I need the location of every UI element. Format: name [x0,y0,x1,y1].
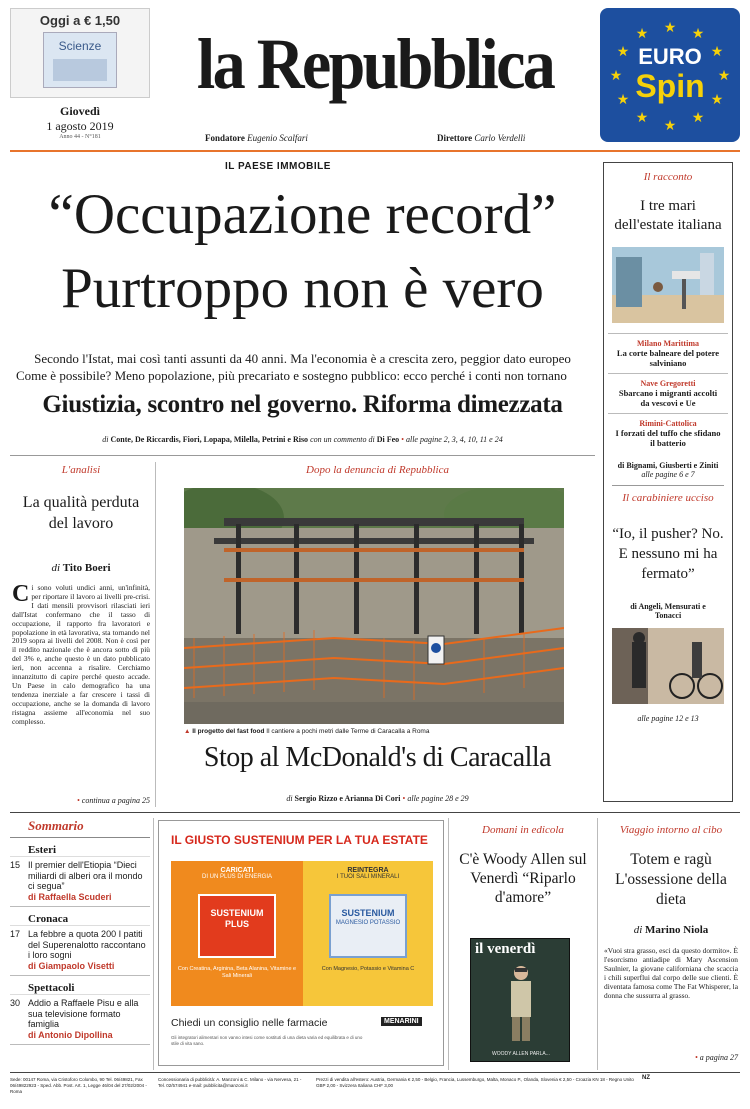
founder-line [205,133,308,143]
sustenium-left-panel: CARICATI DI UN PLUS DI ENERGIA SUSTENIUM PLUS Con Creatina, Arginina, Beta Alanina, Vitamine e Sali Minerali [171,861,303,1006]
photo-caption: ▲ Il progetto del fast food Il cantiere a pochi metri dalle Terme di Caracalla a Roma [184,728,430,735]
second-headline: Giustizia, scontro nel governo. Riforma dimezzata [42,391,563,418]
woody-allen-figure [501,963,541,1043]
eurospin-top: EURO [638,44,702,69]
rail-item-text: I forzati del tuffo che sfidano il batterio [615,428,721,448]
masthead-rule [10,150,740,152]
analysis-author: Tito Boeri [62,562,111,574]
summary-section-name: Spettacoli [10,982,150,995]
svg-text:★: ★ [616,92,630,108]
svg-text:★: ★ [710,92,724,108]
analysis-body: Ci sono voluti undici anni, un'infinità, per riportare il lavoro ai livelli pre-crisi. I dati mensili provvisori rilasciati ieri dall'Istat confermano che il tasso di occupazione, il rapporto fra lavoratori e popolazione in età lavorativa, sta tornando nel 2019 sopra ai livelli del 2008. Non è così per il reddito nazionale che è ancora sotto di più del 3% e, anche questo è un dato pubblicato ieri, non accenna a risalire. Cerchiamo innanzitutto di capire perché questo accade. Un Paese in calo demografico ha una tendenza inerziale a far crescere i tassi di occupazione, anche se la domanda di lavoro ristagna assieme all'economia nel suo complesso. [12,581,150,726]
svg-text:★: ★ [635,110,649,126]
newspaper-title[interactable]: la Repubblica [196,24,554,104]
venerdi-promo[interactable] [452,818,594,1068]
food-byline: di Marino Niola [633,924,709,936]
summary-section-author: di Raffaella Scuderi [28,891,112,902]
supplement-label: Scienze [58,39,102,53]
svg-text:★: ★ [710,44,724,60]
rail-item-text: Sbarcano i migranti accolti da vescovi e Ue [618,388,718,408]
svg-text:★: ★ [691,26,705,42]
lead-kicker: IL PAESE IMMOBILE [225,161,331,172]
summary-section-text: La febbre a quota 200 I patiti del Superenalotto raccontano i loro sogni [28,929,146,960]
issue-info: Anno 44 - N°181 [59,134,101,140]
eurospin-ad[interactable] [600,8,740,142]
analysis-continues: • continua a pagina 25 [76,796,150,805]
venerdi-cover: il venerdì WOODY ALLEN PARLA... [470,938,570,1062]
price-label: Oggi a € 1,50 [39,13,121,28]
svg-text:★: ★ [609,68,623,84]
rail-items [604,333,732,453]
svg-text:★: ★ [717,68,731,84]
dropcap: C [12,581,30,607]
lead-headline-2: Purtroppo non è vero [61,257,544,320]
lead-headline-1: “Occupazione record” [48,183,557,246]
footer-issn: NZ [642,1075,650,1081]
mcdonald-headline: Stop al McDonald's di Caracalla [203,742,552,773]
lead-byline-pages: alle pagine 2, 3, 4, 10, 11 e 24 [405,435,503,444]
summary-section-name: Esteri [10,844,150,857]
summary-section-author: di Giampaolo Visetti [28,960,115,971]
rail-item-place: Rimini-Cattolica [639,419,697,428]
rail-items-authors: di Bignami, Giusberti e Ziniti [617,461,719,470]
masthead [0,0,750,150]
mcdonald-authors: Sergio Rizzo e Arianna Di Cori [294,794,401,803]
footer-col2: Concessionaria di pubblicità: A. Manzoni & C. Milano - via Nervesa, 21 - Tel. 02/574941 e-mail: pubblicita@manzoni.it [158,1077,302,1088]
carabiniere-kicker: Il carabiniere ucciso [622,492,714,504]
analysis-kicker: L'analisi [61,464,101,476]
sustenium-brand: MENARINI [381,1017,422,1026]
rail-item-place: Milano Marittima [637,339,699,348]
carabiniere-authors: di Angeli, Mensurati e Tonacci [630,602,706,620]
svg-text:★: ★ [616,44,630,60]
svg-text:★: ★ [691,110,705,126]
director-label: Direttore [437,133,473,143]
story-kicker: Il racconto [643,171,693,183]
mcdonald-kicker: Dopo la denuncia di Repubblica [306,464,449,476]
analysis-column[interactable] [10,462,152,807]
founder-label: Fondatore [205,133,245,143]
food-body: «Vuoi stra grasso, esci da questo dormito». È l'esorcismo antiadipe di Mary Ascension Saulnier, la giovane californiana che scaccia i chili superflui dal corpo delle sue clienti. È diventata famosa come The Fat Whisperer, la donna che sussurra al grasso. [604,946,738,1000]
carabiniere-photo [612,628,724,704]
carabiniere-pages: alle pagine 12 e 13 [637,714,699,723]
summary-section[interactable] [10,913,150,976]
venerdi-kicker: Domani in edicola [482,824,564,836]
footer-col1: Sede: 00147 Roma, via Cristoforo Colombo, 90 Tel. 06/49821, Fax 06/49822923 - Sped. Abb. Post. Art. 1, Legge 46/04 del 27/02/2004 - Roma [10,1077,147,1094]
carabiniere-quote[interactable]: “Io, il pusher? No. E nessuno mi ha fermato” [612,526,724,582]
summary-section[interactable] [10,844,150,907]
lead-bottom-rule [10,455,595,456]
summary-section[interactable] [10,982,150,1045]
summary-section-author: di Antonio Dipollina [28,1029,113,1040]
food-continues: • a pagina 27 [694,1053,738,1062]
sustenium-headline: IL GIUSTO SUSTENIUM PER LA TUA ESTATE [171,833,428,847]
sustenium-magnesio-box: SUSTENIUM MAGNESIO POTASSIO [329,894,407,958]
founder-name: Eugenio Scalfari [247,133,308,143]
summary-section-page: 17 [10,929,21,939]
summary-section-page: 15 [10,860,21,870]
rail-item[interactable] [608,373,728,413]
footer-col3: Prezzi di vendita all'estero: Austria, Germania € 2,50 - Belgio, Francia, Lussemburgo, Malta, Monaco P., Olanda, Slovenia € 2,50 - Croazia KN 18 - Regno Unito GBP 2,00 - Svizzera Italiana CHF 3,00 [316,1077,634,1088]
summary-section-text: Addio a Raffaele Pisu e alla sua televisione formato famiglia [28,998,139,1029]
summary-title: Sommario [10,818,150,838]
svg-text:★: ★ [663,118,677,134]
food-column[interactable] [602,818,740,1068]
analysis-byline: di Tito Boeri [51,562,111,574]
summary [10,818,150,1068]
middle-bottom-rule [10,812,740,813]
mcdonald-story[interactable] [160,462,595,807]
eurospin-bottom: Spin [635,68,705,104]
summary-section-page: 30 [10,998,21,1008]
rail-item-text: La corte balneare del potere salviniano [616,348,720,368]
sustenium-fine-print: Gli integratori alimentari non vanno intesi come sostituti di una dieta varia ed equilibrata e di uno stile di vita sano. [171,1035,363,1046]
summary-sections [10,844,150,1045]
summary-section-text: Il premier dell'Etiopia “Dieci miliardi di alberi ora il mondo ci segua” [28,860,143,891]
director-line [437,133,525,143]
lead-deck-2: Come è possibile? Meno popolazione, più precariato e sostegno pubblico: ecco perché i conti non tornano [16,368,567,383]
director-name: Carlo Verdelli [474,133,526,143]
lead-byline-names: Conte, De Riccardis, Fiori, Lopapa, Milella, Petrini e Riso [110,435,309,444]
sustenium-ad[interactable] [158,820,444,1066]
supplement-cover [43,32,117,88]
right-rail [603,162,733,802]
sustenium-right-panel: REINTEGRA I TUOI SALI MINERALI SUSTENIUM MAGNESIO POTASSIO Con Magnesio, Potassio e Vitamina C [303,861,433,1006]
lead-byline: di Conte, De Riccardis, Fiori, Lopapa, Milella, Petrini e Riso con un commento di Di Feo • alle pagine 2, 3, 4, 10, 11 e 24 [102,435,503,444]
food-headline: Totem e ragù L'ossessione della dieta [615,851,727,908]
rail-item[interactable] [608,333,728,373]
beach-photo [612,247,724,323]
price-box[interactable] [10,8,150,98]
summary-section-name: Cronaca [10,913,150,926]
food-author: Marino Niola [645,924,709,936]
mcdonald-byline: di Sergio Rizzo e Arianna Di Cori • alle pagine 28 e 29 [286,794,469,803]
rail-item-place: Nave Gregoretti [640,379,696,388]
rail-items-pages: alle pagine 6 e 7 [641,470,695,479]
svg-text:★: ★ [635,26,649,42]
construction-photo [184,488,564,724]
date-day: Giovedì [59,104,100,118]
sustenium-plus-box: SUSTENIUM PLUS [198,894,276,958]
venerdi-headline: C'è Woody Allen sul Venerdì “Riparlo d'amore” [459,851,587,906]
story-title[interactable]: I tre mari dell'estate italiana [614,198,722,233]
lead-deck-1: Secondo l'Istat, mai così tanti assunti da 40 anni. Ma l'economia è a crescita zero, peggior dato europeo [34,351,571,366]
sustenium-pharmacy: Chiedi un consiglio nelle farmacie [171,1017,328,1029]
analysis-title: La qualità perduta del lavoro [22,494,140,532]
svg-text:★: ★ [663,20,677,36]
date-full: 1 agosto 2019 [46,119,114,133]
lead-story[interactable] [10,155,595,455]
food-kicker: Viaggio intorno al cibo [619,824,723,836]
date-block [10,104,150,140]
footer [10,1072,740,1104]
rail-item[interactable] [608,413,728,453]
